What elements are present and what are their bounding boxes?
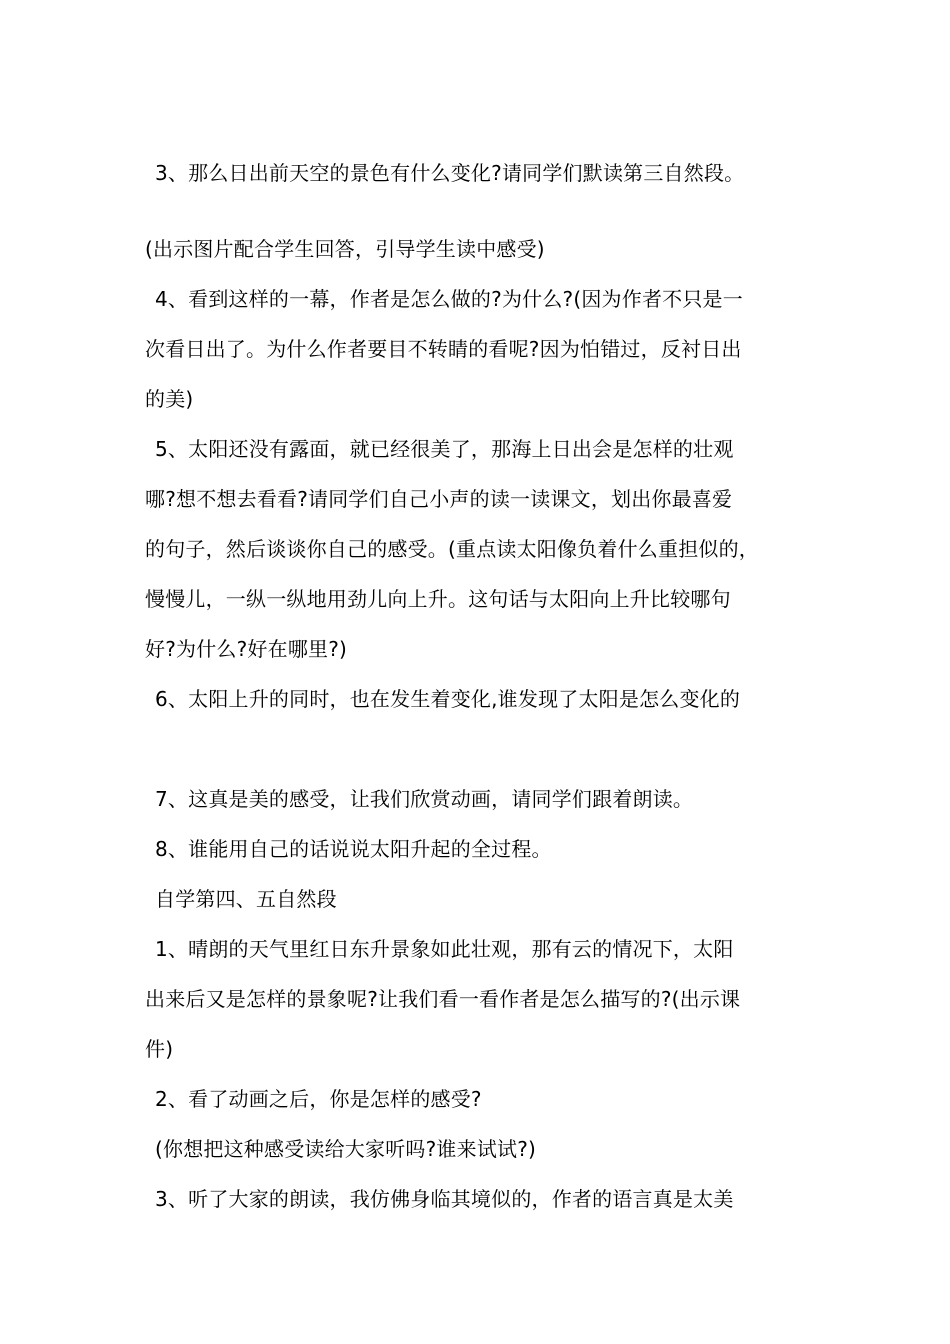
text-line: 次看日出了。为什么作者要目不转睛的看呢?因为怕错过，反衬日出 bbox=[145, 337, 742, 361]
text-line: 6、太阳上升的同时，也在发生着变化,谁发现了太阳是怎么变化的 bbox=[155, 687, 741, 711]
text-line: 3、听了大家的朗读，我仿佛身临其境似的，作者的语言真是太美 bbox=[155, 1187, 734, 1211]
section-heading: 自学第四、五自然段 bbox=[155, 887, 337, 911]
text-line: 7、这真是美的感受，让我们欣赏动画，请同学们跟着朗读。 bbox=[155, 787, 694, 811]
text-line: 件) bbox=[145, 1037, 174, 1061]
text-line: 哪?想不想去看看?请同学们自己小声的读一读课文，划出你最喜爱 bbox=[145, 487, 733, 511]
text-line: 好?为什么?好在哪里?) bbox=[145, 637, 348, 661]
text-line: 4、看到这样的一幕，作者是怎么做的?为什么?(因为作者不只是一 bbox=[155, 287, 743, 311]
text-line: 3、那么日出前天空的景色有什么变化?请同学们默读第三自然段。 bbox=[155, 161, 745, 185]
text-line: 1、晴朗的天气里红日东升景象如此壮观，那有云的情况下，太阳 bbox=[155, 937, 734, 961]
text-line: 的句子，然后谈谈你自己的感受。(重点读太阳像负着什么重担似的， bbox=[145, 537, 760, 561]
text-line: 8、谁能用自己的话说说太阳升起的全过程。 bbox=[155, 837, 552, 861]
text-line: 的美) bbox=[145, 387, 194, 411]
text-line: 5、太阳还没有露面，就已经很美了，那海上日出会是怎样的壮观 bbox=[155, 437, 734, 461]
text-line: 2、看了动画之后，你是怎样的感受? bbox=[155, 1087, 482, 1111]
text-line: 出来后又是怎样的景象呢?让我们看一看作者是怎么描写的?(出示课 bbox=[145, 987, 741, 1011]
text-line: (出示图片配合学生回答，引导学生读中感受) bbox=[145, 237, 545, 261]
text-line: 慢慢儿，一纵一纵地用劲儿向上升。这句话与太阳向上升比较哪句 bbox=[145, 587, 731, 611]
text-line: (你想把这种感受读给大家听吗?谁来试试?) bbox=[155, 1137, 537, 1161]
